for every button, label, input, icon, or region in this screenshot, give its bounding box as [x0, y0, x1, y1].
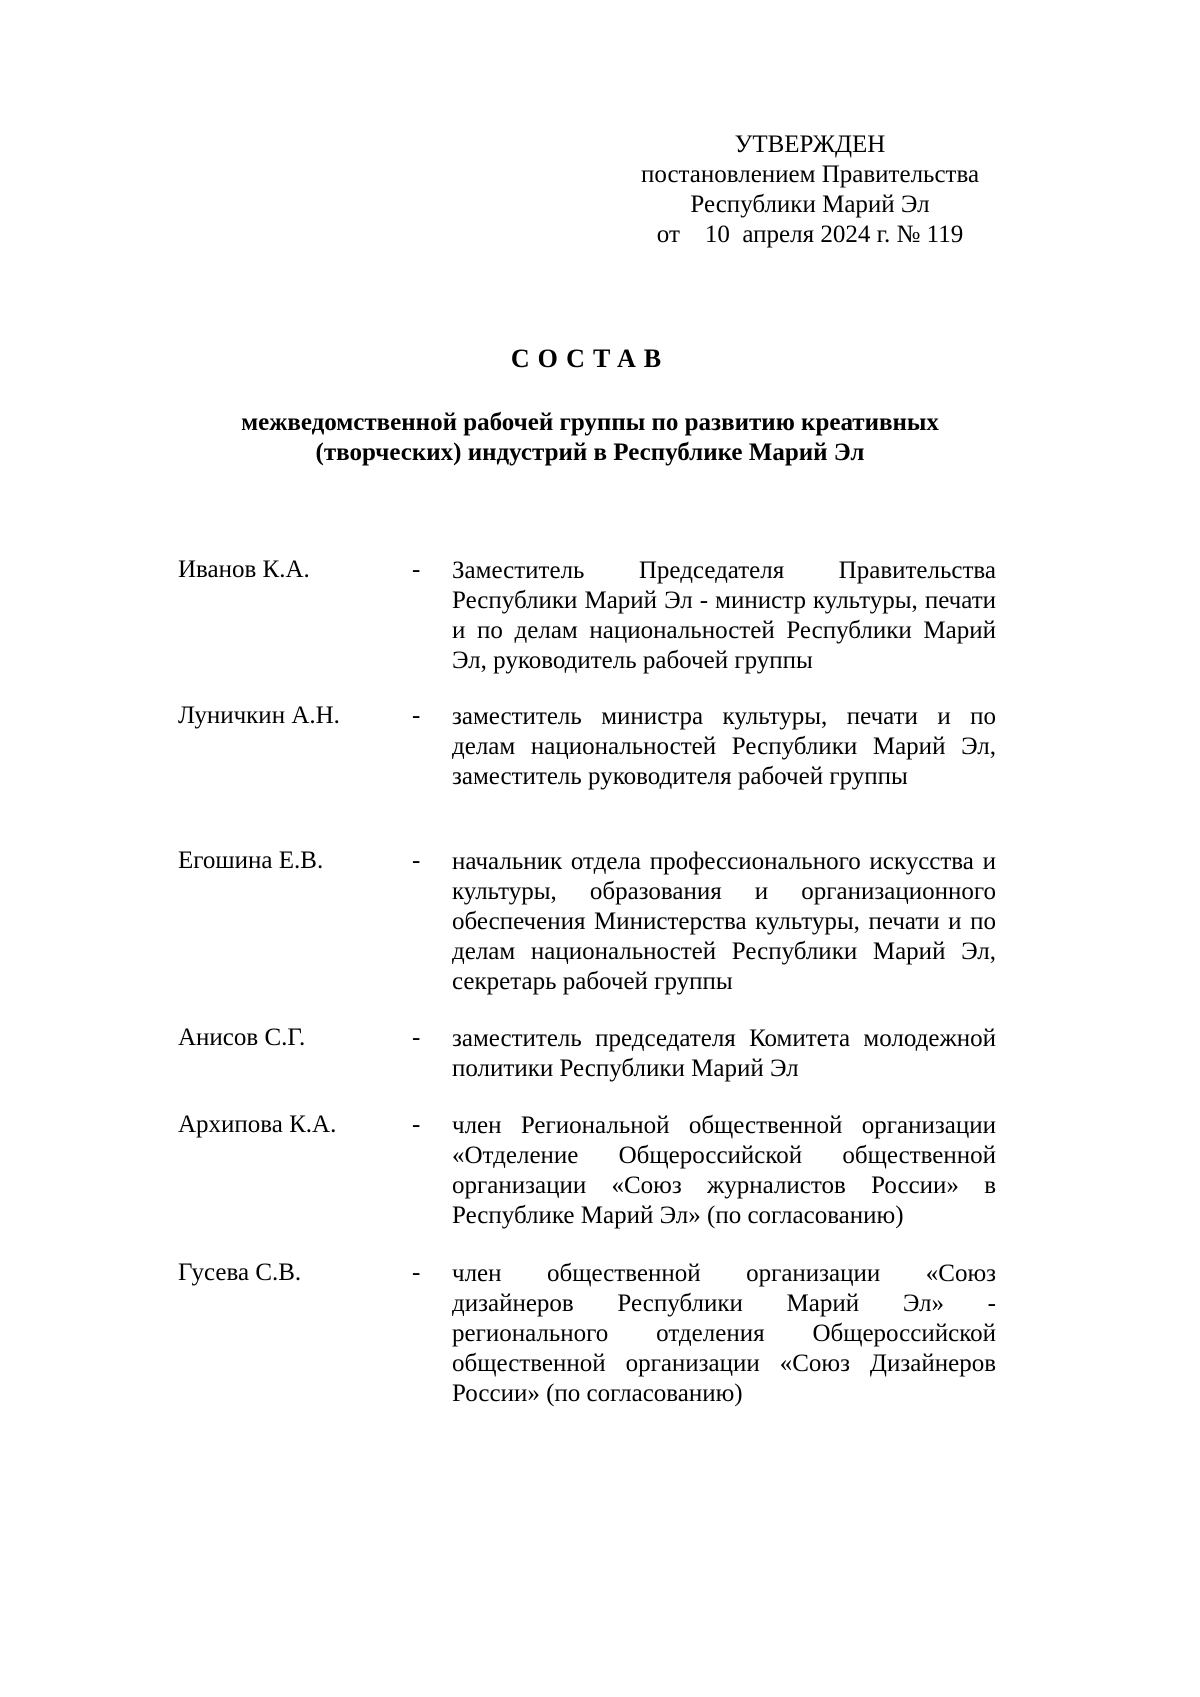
dash: -: [412, 1024, 421, 1051]
dash: -: [412, 1259, 421, 1286]
approval-date: от 10 апреля 2024 г. № 119: [656, 221, 964, 248]
approval-line: Республики Марий Эл: [690, 191, 930, 218]
dash: -: [412, 556, 421, 583]
member-description: член общественной организации «Союз дизайнеров Республики Марий Эл» - регионального отделения Общероссийской общественной организации «Союз Дизайнеров России» (по согласованию): [452, 1260, 996, 1407]
approval-stamp: [600, 130, 1020, 250]
member-description: заместитель председателя Комитета молодежной политики Республики Марий Эл: [452, 1025, 996, 1082]
member-name: Егошина Е.В.: [178, 847, 324, 874]
dash: -: [412, 847, 421, 874]
member-description: заместитель министра культуры, печати и по делам национальностей Республики Марий Эл, заместитель руководителя рабочей группы: [452, 703, 996, 790]
member-description: начальник отдела профессионального искусства и культуры, образования и организационного обеспечения Министерства культуры, печати и по делам национальностей Республики Марий Эл, секретарь рабочей группы: [452, 848, 996, 995]
member-name: Луничкин А.Н.: [178, 702, 340, 729]
member-name: Архипова К.А.: [178, 1111, 337, 1138]
document-subtitle: межведомственной рабочей группы по развитию креативных (творческих) индустрий в Республике Марий Эл: [241, 409, 939, 466]
member-description: член Региональной общественной организации «Отделение Общероссийской общественной организации «Союз журналистов России» в Республике Марий Эл» (по согласованию): [452, 1112, 996, 1229]
member-name: Иванов К.А.: [178, 556, 310, 583]
dash: -: [412, 702, 421, 729]
member-description: Заместитель Председателя Правительства Республики Марий Эл - министр культуры, печати и по делам национальностей Республики Марий Эл, руководитель рабочей группы: [452, 557, 996, 674]
approval-line: постановлением Правительства: [640, 161, 980, 188]
dash: -: [412, 1111, 421, 1138]
member-name: Анисов С.Г.: [178, 1024, 306, 1051]
approval-heading: УТВЕРЖДЕН: [734, 131, 886, 158]
document-title: СОСТАВ: [510, 344, 670, 373]
member-name: Гусева С.В.: [178, 1259, 302, 1286]
